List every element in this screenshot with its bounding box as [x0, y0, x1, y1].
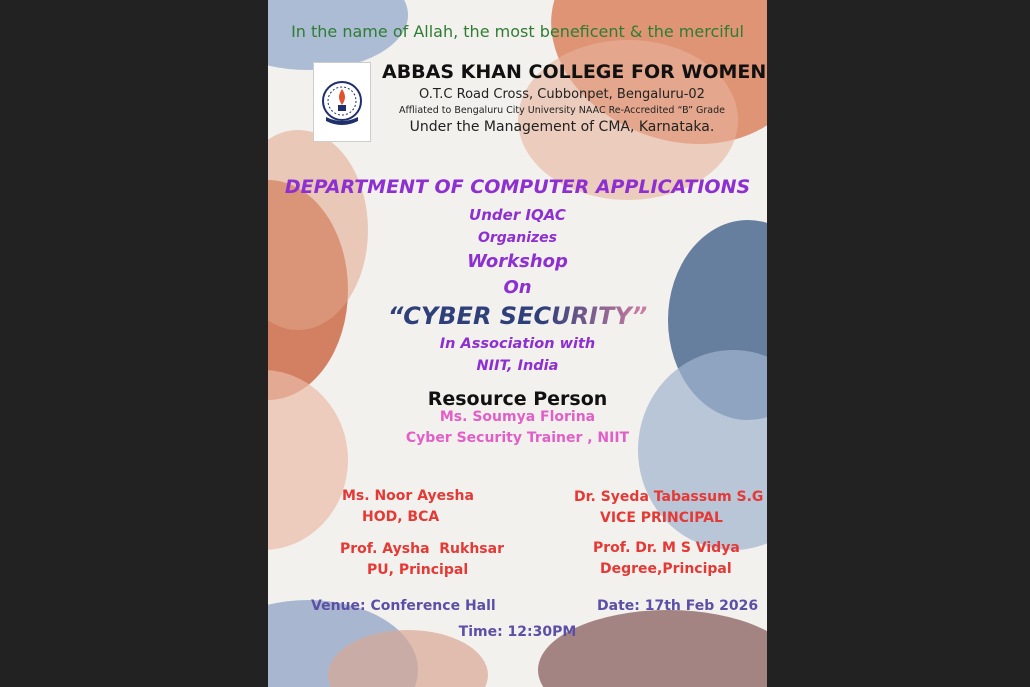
venue-text: Venue: Conference Hall: [311, 598, 496, 614]
department-title: DEPARTMENT OF COMPUTER APPLICATIONS: [284, 176, 751, 198]
under-iqac-text: Under IQAC: [469, 206, 566, 224]
association-text: In Association with: [439, 336, 596, 352]
college-logo: [313, 62, 371, 142]
official-title: PU, Principal: [367, 562, 469, 578]
official-name: Prof. Dr. M S Vidya: [593, 540, 740, 556]
college-address: O.T.C Road Cross, Cubbonpet, Bengaluru-02: [419, 87, 705, 102]
workshop-text: Workshop: [467, 251, 568, 272]
on-text: On: [503, 277, 532, 298]
resource-person-name: Ms. Soumya Florina: [439, 409, 596, 425]
official-title: Degree,Principal: [600, 561, 732, 577]
bismillah-text: In the name of Allah, the most beneficent & the merciful: [291, 22, 744, 41]
date-text: Date: 17th Feb 2026: [597, 598, 759, 614]
college-affiliation: Affliated to Bengaluru City University NAAC Re-Accredited “B” Grade: [399, 105, 725, 116]
official-title: HOD, BCA: [362, 509, 440, 525]
college-emblem-icon: [314, 63, 370, 141]
resource-person-heading: Resource Person: [427, 388, 608, 410]
resource-person-role: Cyber Security Trainer , NIIT: [405, 430, 630, 446]
official-name: Dr. Syeda Tabassum S.G: [574, 489, 764, 505]
event-poster: [268, 0, 767, 687]
event-title: “CYBER SECURITY”: [268, 302, 767, 330]
official-name: Prof. Aysha Rukhsar: [340, 541, 504, 557]
time-text: Time: 12:30PM: [458, 624, 577, 640]
organizes-text: Organizes: [477, 230, 558, 246]
college-name: ABBAS KHAN COLLEGE FOR WOMEN: [382, 61, 767, 83]
official-name: Ms. Noor Ayesha: [342, 488, 474, 504]
partner-name: NIIT, India: [476, 358, 559, 374]
official-title: VICE PRINCIPAL: [600, 510, 723, 526]
college-management: Under the Management of CMA, Karnataka.: [409, 119, 715, 135]
